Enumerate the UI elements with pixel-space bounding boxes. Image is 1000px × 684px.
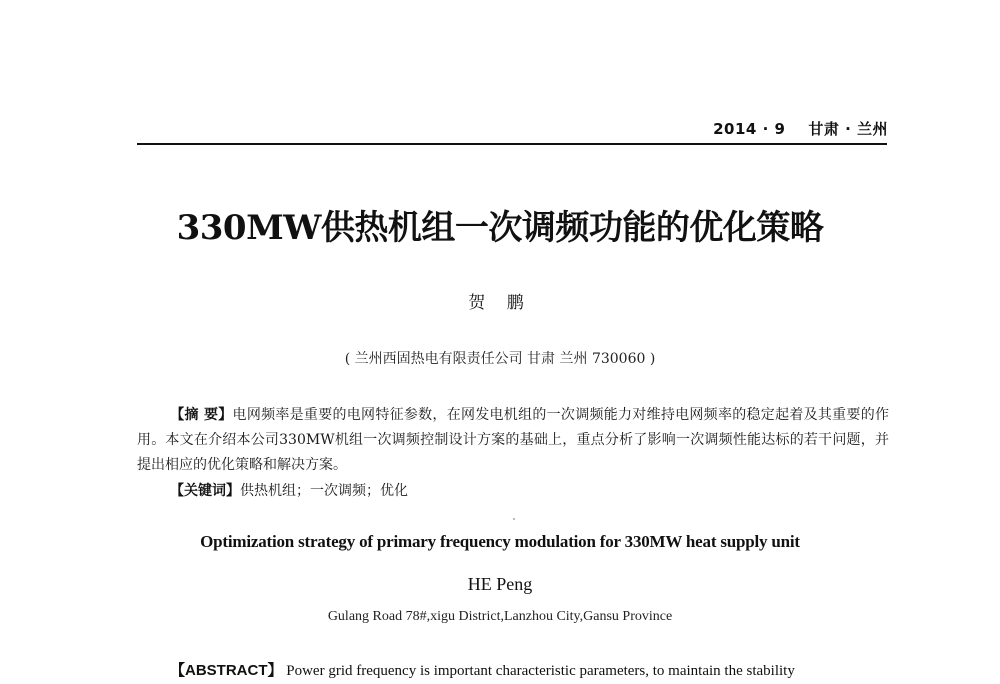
keywords-text-cn: 供热机组；一次调频；优化: [240, 483, 408, 499]
abstract-cn: [137, 403, 889, 478]
abstract-text-cn: 电网频率是重要的电网特征参数，在网发电机组的一次调频能力对维持电网频率的稳定起着及其重要的作用。本文在介绍本公司330MW机组一次调频控制设计方案的基础上，重点分析了影响一次调频性能达标的若干问题，并提出相应的优化策略和解决方案。: [137, 407, 890, 473]
header-meta: [713, 118, 888, 139]
keywords-cn: [170, 480, 408, 500]
header-rule: [137, 143, 887, 145]
paper-title-en: Optimization strategy of primary frequency modulation for 330MW heat supply unit: [200, 532, 800, 551]
issue-number: 2014 · 9: [713, 120, 786, 138]
abstract-label-cn: 【摘 要】: [170, 407, 233, 423]
keywords-label-cn: 【关键词】: [170, 483, 240, 499]
scan-speck: [513, 518, 515, 520]
paper-title-cn: 330MW供热机组一次调频功能的优化策略: [176, 208, 824, 248]
abstract-en: [170, 659, 900, 680]
author-name-cn: 贺 鹏: [468, 293, 532, 313]
affiliation-cn: ( 兰州西固热电有限责任公司 甘肃 兰州 730060 ): [344, 351, 656, 367]
abstract-label-en: 【ABSTRACT】: [170, 662, 283, 679]
affiliation-en: Gulang Road 78#,xigu District,Lanzhou City,Gansu Province: [327, 609, 673, 624]
author-name-en: HE Peng: [467, 574, 533, 594]
abstract-text-en: Power grid frequency is important characteristic parameters, to maintain the stability: [286, 663, 795, 679]
header-location: 甘肃 · 兰州: [808, 120, 888, 138]
